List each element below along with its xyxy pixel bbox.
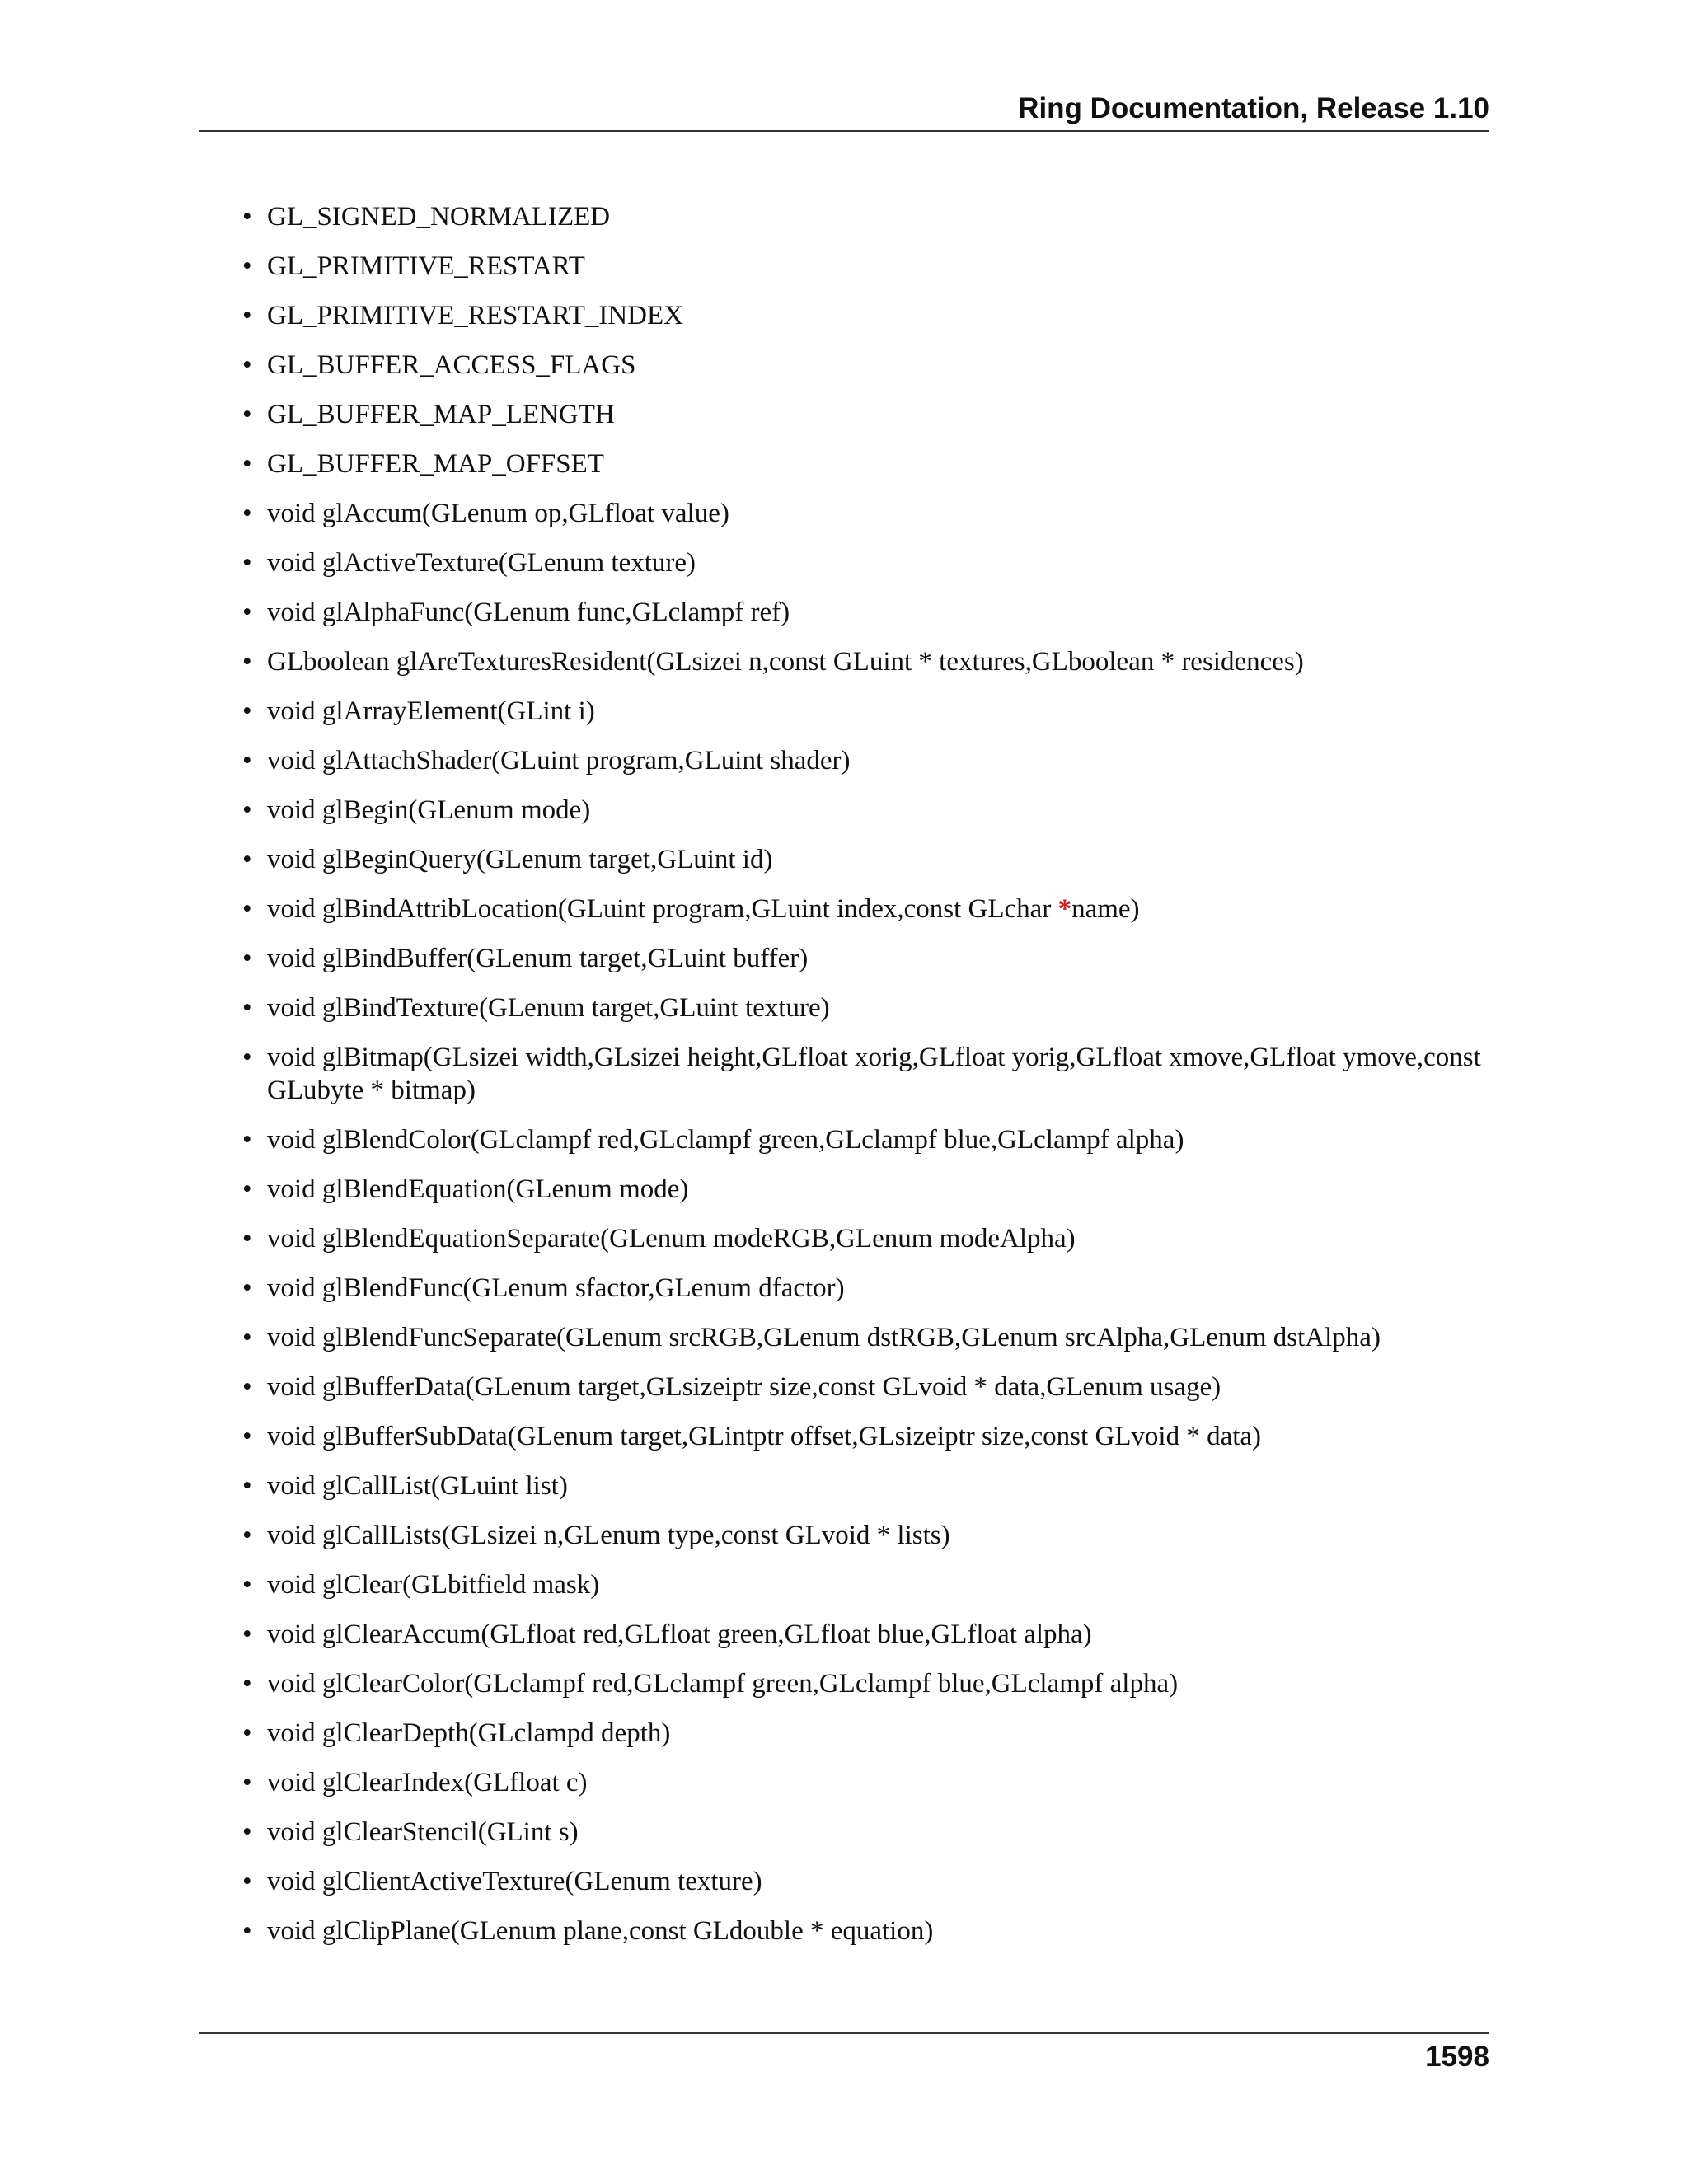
bullet-icon: •: [242, 1570, 252, 1600]
list-item: [242, 1667, 1491, 1700]
bullet-icon: •: [242, 1916, 252, 1946]
list-item: [242, 744, 1491, 777]
list-item: [242, 1469, 1491, 1502]
bullet-icon: •: [242, 647, 252, 677]
list-item-text: void glBlendFuncSeparate(GLenum srcRGB,GLenum dstRGB,GLenum srcAlpha,GLenum dstAlpha): [267, 1323, 1381, 1352]
list-item: [242, 1618, 1491, 1651]
bullet-icon: •: [242, 301, 252, 330]
list-item: [242, 546, 1491, 579]
list-item-text: void glAlphaFunc(GLenum func,GLclampf ref): [267, 598, 790, 627]
list-item-text: void glClipPlane(GLenum plane,const GLdouble * equation): [267, 1916, 934, 1946]
list-item: [242, 200, 1491, 233]
bullet-icon: •: [242, 1619, 252, 1649]
header-divider: [199, 130, 1489, 132]
bullet-icon: •: [242, 1125, 252, 1155]
bullet-icon: •: [242, 1323, 252, 1352]
list-item: [242, 942, 1491, 975]
list-item: [242, 794, 1491, 827]
list-item-text: void glBindTexture(GLenum target,GLuint texture): [267, 993, 830, 1023]
list-item: [242, 1568, 1491, 1601]
list-item-text: void glAccum(GLenum op,GLfloat value): [267, 499, 729, 528]
bullet-icon: •: [242, 1372, 252, 1402]
list-item-text: void glAttachShader(GLuint program,GLuint shader): [267, 746, 851, 776]
page-number: 1598: [1425, 2041, 1489, 2073]
footer-divider: [199, 2032, 1489, 2034]
bullet-icon: •: [242, 696, 252, 726]
list-item-text: void glBegin(GLenum mode): [267, 795, 591, 825]
list-item-text: void glClear(GLbitfield mask): [267, 1570, 600, 1600]
bullet-icon: •: [242, 202, 252, 232]
list-item: [242, 645, 1491, 678]
bullet-icon: •: [242, 746, 252, 776]
list-item-text: GL_PRIMITIVE_RESTART_INDEX: [267, 301, 684, 330]
list-item-text: void glClientActiveTexture(GLenum texture): [267, 1867, 762, 1896]
bullet-icon: •: [242, 1471, 252, 1501]
bullet-icon: •: [242, 1422, 252, 1451]
list-item-text: GL_BUFFER_MAP_OFFSET: [267, 449, 604, 479]
bullet-icon: •: [242, 1224, 252, 1254]
list-item-text: void glArrayElement(GLint i): [267, 696, 595, 726]
list-item: [242, 1371, 1491, 1404]
list-item-text: GL_BUFFER_MAP_LENGTH: [267, 400, 615, 429]
list-item-text: void glBeginQuery(GLenum target,GLuint id): [267, 845, 773, 874]
list-item-text: void glActiveTexture(GLenum texture): [267, 548, 696, 578]
bullet-icon: •: [242, 1273, 252, 1303]
list-item: [242, 843, 1491, 876]
list-item: [242, 1915, 1491, 1947]
list-item: [242, 1766, 1491, 1799]
list-item-text: void glBufferSubData(GLenum target,GLintptr offset,GLsizeiptr size,const GLvoid * data): [267, 1422, 1262, 1451]
bullet-icon: •: [242, 449, 252, 479]
list-item-text: void glClearStencil(GLint s): [267, 1817, 579, 1847]
list-item-text: void glBlendFunc(GLenum sfactor,GLenum dfactor): [267, 1273, 845, 1303]
bullet-icon: •: [242, 845, 252, 874]
bullet-icon: •: [242, 548, 252, 578]
bullet-icon: •: [242, 251, 252, 281]
highlight-asterisk: *: [1057, 894, 1072, 924]
bullet-icon: •: [242, 795, 252, 825]
bullet-icon: •: [242, 894, 252, 924]
bullet-icon: •: [242, 1718, 252, 1748]
list-item: [242, 1321, 1491, 1354]
page-header-title: Ring Documentation, Release 1.10: [1018, 92, 1489, 124]
bullet-icon: •: [242, 944, 252, 973]
list-item-text: void glClearColor(GLclampf red,GLclampf green,GLclampf blue,GLclampf alpha): [267, 1669, 1179, 1699]
list-item-text: void glBindAttribLocation(GLuint program,GLuint index,const GLchar *name): [267, 894, 1140, 924]
list-item: [242, 596, 1491, 629]
bullet-icon: •: [242, 1817, 252, 1847]
list-item-text: void glBufferData(GLenum target,GLsizeiptr size,const GLvoid * data,GLenum usage): [267, 1372, 1221, 1402]
list-item: [242, 250, 1491, 283]
list-item: [242, 1123, 1491, 1156]
list-item-text: GL_PRIMITIVE_RESTART: [267, 251, 585, 281]
list-item: [242, 398, 1491, 431]
list-item: [242, 448, 1491, 480]
list-item-text: void glCallList(GLuint list): [267, 1471, 568, 1501]
bullet-icon: •: [242, 1867, 252, 1896]
bullet-icon: •: [242, 1174, 252, 1204]
bullet-icon: •: [242, 499, 252, 528]
list-item: [242, 497, 1491, 530]
list-item: [242, 349, 1491, 382]
list-item-text: void glBlendColor(GLclampf red,GLclampf green,GLclampf blue,GLclampf alpha): [267, 1125, 1184, 1155]
list-item: [242, 1041, 1491, 1107]
bullet-icon: •: [242, 350, 252, 380]
bullet-icon: •: [242, 400, 252, 429]
bullet-icon: •: [242, 598, 252, 627]
list-item-text: void glBlendEquationSeparate(GLenum modeRGB,GLenum modeAlpha): [267, 1224, 1076, 1254]
bullet-icon: •: [242, 993, 252, 1023]
list-item-text: void glCallLists(GLsizei n,GLenum type,const GLvoid * lists): [267, 1521, 950, 1550]
list-item-text: GL_SIGNED_NORMALIZED: [267, 202, 611, 232]
list-item: [242, 695, 1491, 728]
list-item-text: void glBlendEquation(GLenum mode): [267, 1174, 689, 1204]
list-item: [242, 1272, 1491, 1305]
list-item: [242, 299, 1491, 332]
list-item-text: GLboolean glAreTexturesResident(GLsizei n,const GLuint * textures,GLboolean * residences): [267, 647, 1304, 677]
list-item-text: GL_BUFFER_ACCESS_FLAGS: [267, 350, 636, 380]
list-item: [242, 1717, 1491, 1750]
list-item: [242, 1173, 1491, 1206]
list-item-text: void glClearAccum(GLfloat red,GLfloat green,GLfloat blue,GLfloat alpha): [267, 1619, 1092, 1649]
list-item-text: void glBitmap(GLsizei width,GLsizei height,GLfloat xorig,GLfloat yorig,GLfloat xmove,GLfloat ymove,const GLubyte * bitmap): [267, 1043, 1481, 1105]
list-item: [242, 991, 1491, 1024]
bullet-icon: •: [242, 1669, 252, 1699]
list-item-text: void glBindBuffer(GLenum target,GLuint buffer): [267, 944, 809, 973]
bullet-icon: •: [242, 1768, 252, 1797]
bullet-icon: •: [242, 1521, 252, 1550]
list-item: [242, 1519, 1491, 1552]
list-item: [242, 1222, 1491, 1255]
list-item: [242, 1816, 1491, 1849]
list-item: [242, 893, 1491, 926]
list-item: [242, 1865, 1491, 1898]
list-item-text: void glClearDepth(GLclampd depth): [267, 1718, 671, 1748]
bullet-icon: •: [242, 1043, 252, 1072]
list-item-text: void glClearIndex(GLfloat c): [267, 1768, 588, 1797]
list-item: [242, 1420, 1491, 1453]
